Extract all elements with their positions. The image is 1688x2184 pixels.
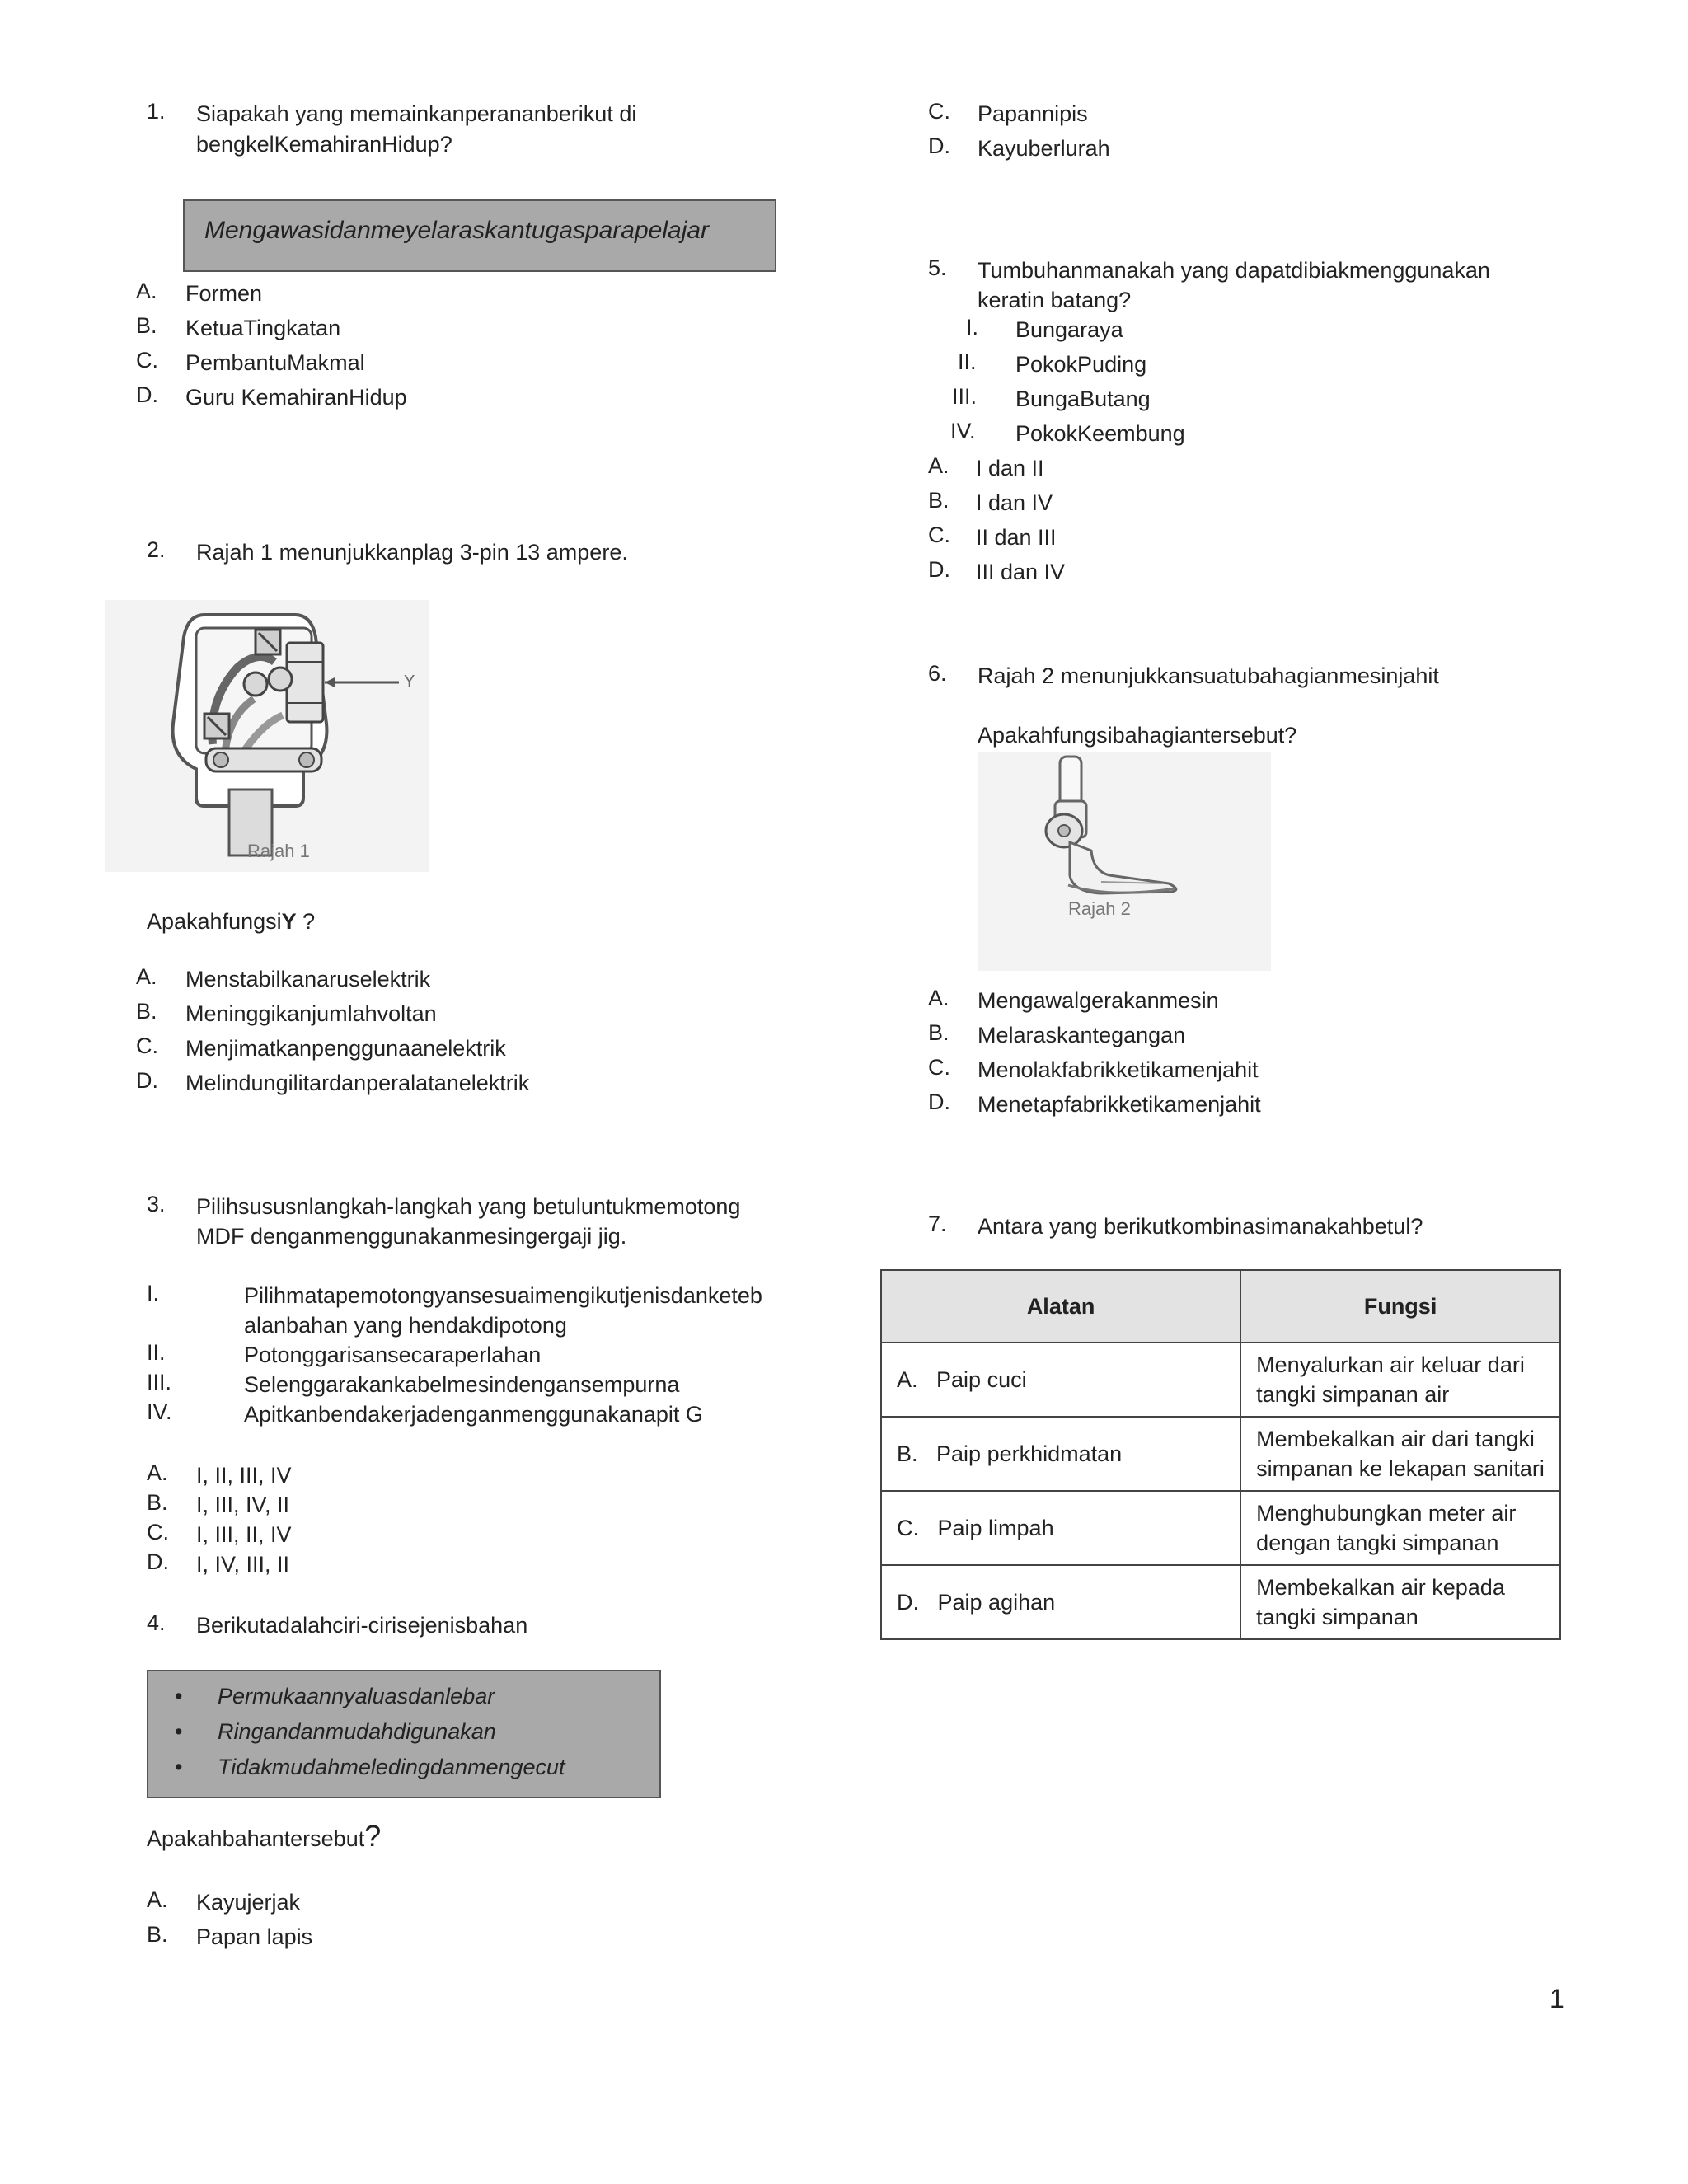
function-cell	[1240, 1565, 1560, 1639]
question-mark: ?	[364, 1819, 382, 1853]
option-text: Melindungilitardanperalatanelektrik	[185, 1071, 530, 1095]
option-text: Meninggikanjumlahvoltan	[185, 1001, 437, 1026]
option-letter: C.	[136, 1033, 158, 1058]
question-text: Antara yang berikutkombinasimanakahbetul?	[978, 1214, 1423, 1239]
item-text: PokokPuding	[1015, 352, 1147, 377]
column-header-alatan: Alatan	[881, 1270, 1240, 1343]
question-text: Rajah 2 menunjukkansuatubahagianmesinjahit	[978, 663, 1439, 688]
step-text: alanbahan yang hendakdipotong	[244, 1313, 567, 1338]
option-letter: C.	[928, 523, 950, 547]
feature-item: • Permukaannyaluasdanlebar	[218, 1681, 495, 1711]
option-text: I, III, IV, II	[196, 1493, 290, 1517]
step-roman: III.	[147, 1370, 172, 1394]
option-text: I dan II	[976, 456, 1044, 480]
option-text: Papannipis	[978, 101, 1088, 126]
sewing-foot-diagram	[978, 752, 1271, 971]
table-header-row	[881, 1270, 1560, 1343]
row-letter: D.	[897, 1589, 919, 1615]
function-cell	[1240, 1491, 1560, 1565]
option-text: II dan III	[976, 525, 1057, 550]
question-text: Rajah 1 menunjukkanplag 3-pin 13 ampere.	[196, 540, 628, 565]
option-letter: D.	[136, 382, 158, 407]
tool-cell	[881, 1343, 1240, 1417]
step-text: Apitkanbendakerjadenganmenggunakanapit G	[244, 1402, 703, 1427]
option-text: I, II, III, IV	[196, 1463, 292, 1488]
item-roman: III.	[952, 384, 978, 409]
option-letter: B.	[928, 1020, 950, 1045]
item-roman: II.	[958, 349, 977, 374]
tools-table	[880, 1269, 1561, 1640]
question-number: 2.	[147, 537, 166, 562]
question-prompt-text: Apakahbahantersebut	[147, 1826, 365, 1851]
option-text: III dan IV	[976, 560, 1066, 584]
tool-name: Paip limpah	[937, 1515, 1054, 1540]
option-letter: A.	[136, 279, 157, 303]
question-text: bengkelKemahiranHidup?	[196, 132, 452, 157]
step-roman: IV.	[147, 1399, 172, 1424]
question-number: 3.	[147, 1192, 166, 1216]
option-text: Melaraskantegangan	[978, 1023, 1186, 1047]
role-box-text: Mengawasidanmeyelaraskantugasparapelajar	[204, 217, 710, 244]
feature-item: • Tidakmudahmeledingdanmengecut	[218, 1752, 565, 1782]
page-number: 1	[1550, 1984, 1564, 2013]
question-text: MDF denganmenggunakanmesingergaji jig.	[196, 1224, 627, 1249]
row-letter: C.	[897, 1515, 919, 1540]
question-number: 7.	[928, 1212, 947, 1236]
question-prompt-bold: Y	[281, 909, 297, 934]
option-text: PembantuMakmal	[185, 350, 365, 375]
question-prompt	[147, 907, 315, 936]
question-number: 1.	[147, 99, 166, 124]
question-prompt: Apakahfungsibahagiantersebut?	[978, 723, 1297, 748]
option-text: Menetapfabrikketikamenjahit	[978, 1092, 1261, 1117]
function-text: Menghubungkan meter air	[1256, 1500, 1517, 1526]
row-letter: A.	[897, 1366, 918, 1392]
function-cell	[1240, 1417, 1560, 1491]
table-row	[881, 1491, 1560, 1565]
option-text: I, IV, III, II	[196, 1552, 290, 1577]
tool-name: Paip cuci	[936, 1366, 1027, 1392]
step-text: Selenggarakankabelmesindengansempurna	[244, 1372, 680, 1397]
question-number: 5.	[928, 255, 947, 280]
option-letter: D.	[928, 134, 950, 158]
function-text: Membekalkan air kepada	[1256, 1574, 1505, 1600]
question-text: Tumbuhanmanakah yang dapatdibiakmenggunakan	[978, 258, 1490, 283]
option-letter: A.	[147, 1887, 168, 1912]
option-letter: C.	[928, 1055, 950, 1080]
figure-caption: Rajah 2	[1068, 898, 1131, 919]
function-text: Membekalkan air dari tangki	[1256, 1426, 1535, 1451]
option-text: Formen	[185, 281, 263, 306]
sewing-foot-figure	[978, 752, 1271, 971]
feature-item: • Ringandanmudahdigunakan	[218, 1717, 496, 1746]
question-text: keratin batang?	[978, 288, 1132, 312]
tool-cell	[881, 1565, 1240, 1639]
question-prompt-text: Apakahfungsi	[147, 909, 282, 934]
table-row	[881, 1565, 1560, 1639]
option-text: I dan IV	[976, 490, 1053, 515]
option-text: Menjimatkanpenggunaanelektrik	[185, 1036, 506, 1061]
option-text: KetuaTingkatan	[185, 316, 341, 340]
option-letter: A.	[147, 1460, 168, 1485]
option-letter: D.	[928, 1090, 950, 1114]
option-letter: D.	[136, 1068, 158, 1093]
table-row	[881, 1417, 1560, 1491]
option-letter: C.	[147, 1520, 169, 1544]
item-roman: IV.	[950, 419, 976, 443]
option-letter: B.	[136, 999, 157, 1024]
option-letter: C.	[928, 99, 950, 124]
function-text: tangki simpanan	[1256, 1605, 1418, 1629]
role-box	[183, 199, 776, 272]
option-letter: B.	[928, 488, 950, 513]
option-text: Menolakfabrikketikamenjahit	[978, 1057, 1259, 1082]
function-cell	[1240, 1343, 1560, 1417]
question-prompt	[147, 1816, 381, 1857]
question-number: 4.	[147, 1610, 166, 1635]
table-row	[881, 1343, 1560, 1417]
option-letter: A.	[136, 964, 157, 989]
step-roman: I.	[147, 1281, 160, 1305]
step-text: Potonggarisansecaraperlahan	[244, 1343, 542, 1367]
plug-figure	[106, 600, 429, 872]
item-text: BungaButang	[1015, 387, 1151, 411]
step-text: Pilihmatapemotongyansesuaimengikutjenisdanketeb	[244, 1283, 762, 1308]
figure-marker: Y	[404, 673, 415, 691]
option-text: Kayuberlurah	[978, 136, 1110, 161]
option-text: Papan lapis	[196, 1924, 313, 1949]
option-text: Kayujerjak	[196, 1890, 301, 1915]
function-text: Menyalurkan air keluar dari	[1256, 1352, 1525, 1377]
function-text: simpanan ke lekapan sanitari	[1256, 1456, 1545, 1481]
option-text: Mengawalgerakanmesin	[978, 988, 1219, 1013]
step-roman: II.	[147, 1340, 166, 1365]
function-text: tangki simpanan air	[1256, 1382, 1450, 1407]
tool-cell	[881, 1417, 1240, 1491]
tool-cell	[881, 1491, 1240, 1565]
material-features-box	[147, 1670, 661, 1798]
option-letter: A.	[928, 453, 950, 478]
question-text: Pilihsususnlangkah-langkah yang betuluntukmemotong	[196, 1194, 741, 1219]
option-text: I, III, II, IV	[196, 1522, 292, 1547]
item-text: PokokKeembung	[1015, 421, 1185, 446]
item-roman: I.	[966, 315, 979, 340]
option-text: Menstabilkanaruselektrik	[185, 967, 431, 991]
option-letter: B.	[136, 313, 157, 338]
row-letter: B.	[897, 1441, 918, 1466]
plug-diagram	[106, 600, 429, 872]
function-text: dengan tangki simpanan	[1256, 1530, 1499, 1555]
option-letter: B.	[147, 1490, 168, 1515]
question-text: Berikutadalahciri-cirisejenisbahan	[196, 1613, 528, 1638]
option-letter: A.	[928, 986, 950, 1010]
column-header-fungsi: Fungsi	[1240, 1270, 1560, 1343]
item-text: Bungaraya	[1015, 317, 1123, 342]
option-text: Guru KemahiranHidup	[185, 385, 407, 410]
question-number: 6.	[928, 661, 947, 686]
question-text: Siapakah yang memainkanperananberikut di	[196, 101, 637, 126]
option-letter: B.	[147, 1922, 168, 1947]
question-prompt-end: ?	[296, 909, 316, 934]
option-letter: D.	[147, 1549, 169, 1574]
tool-name: Paip perkhidmatan	[936, 1441, 1123, 1466]
option-letter: D.	[928, 557, 950, 582]
tool-name: Paip agihan	[937, 1589, 1056, 1615]
figure-caption: Rajah 1	[247, 841, 310, 861]
option-letter: C.	[136, 348, 158, 373]
